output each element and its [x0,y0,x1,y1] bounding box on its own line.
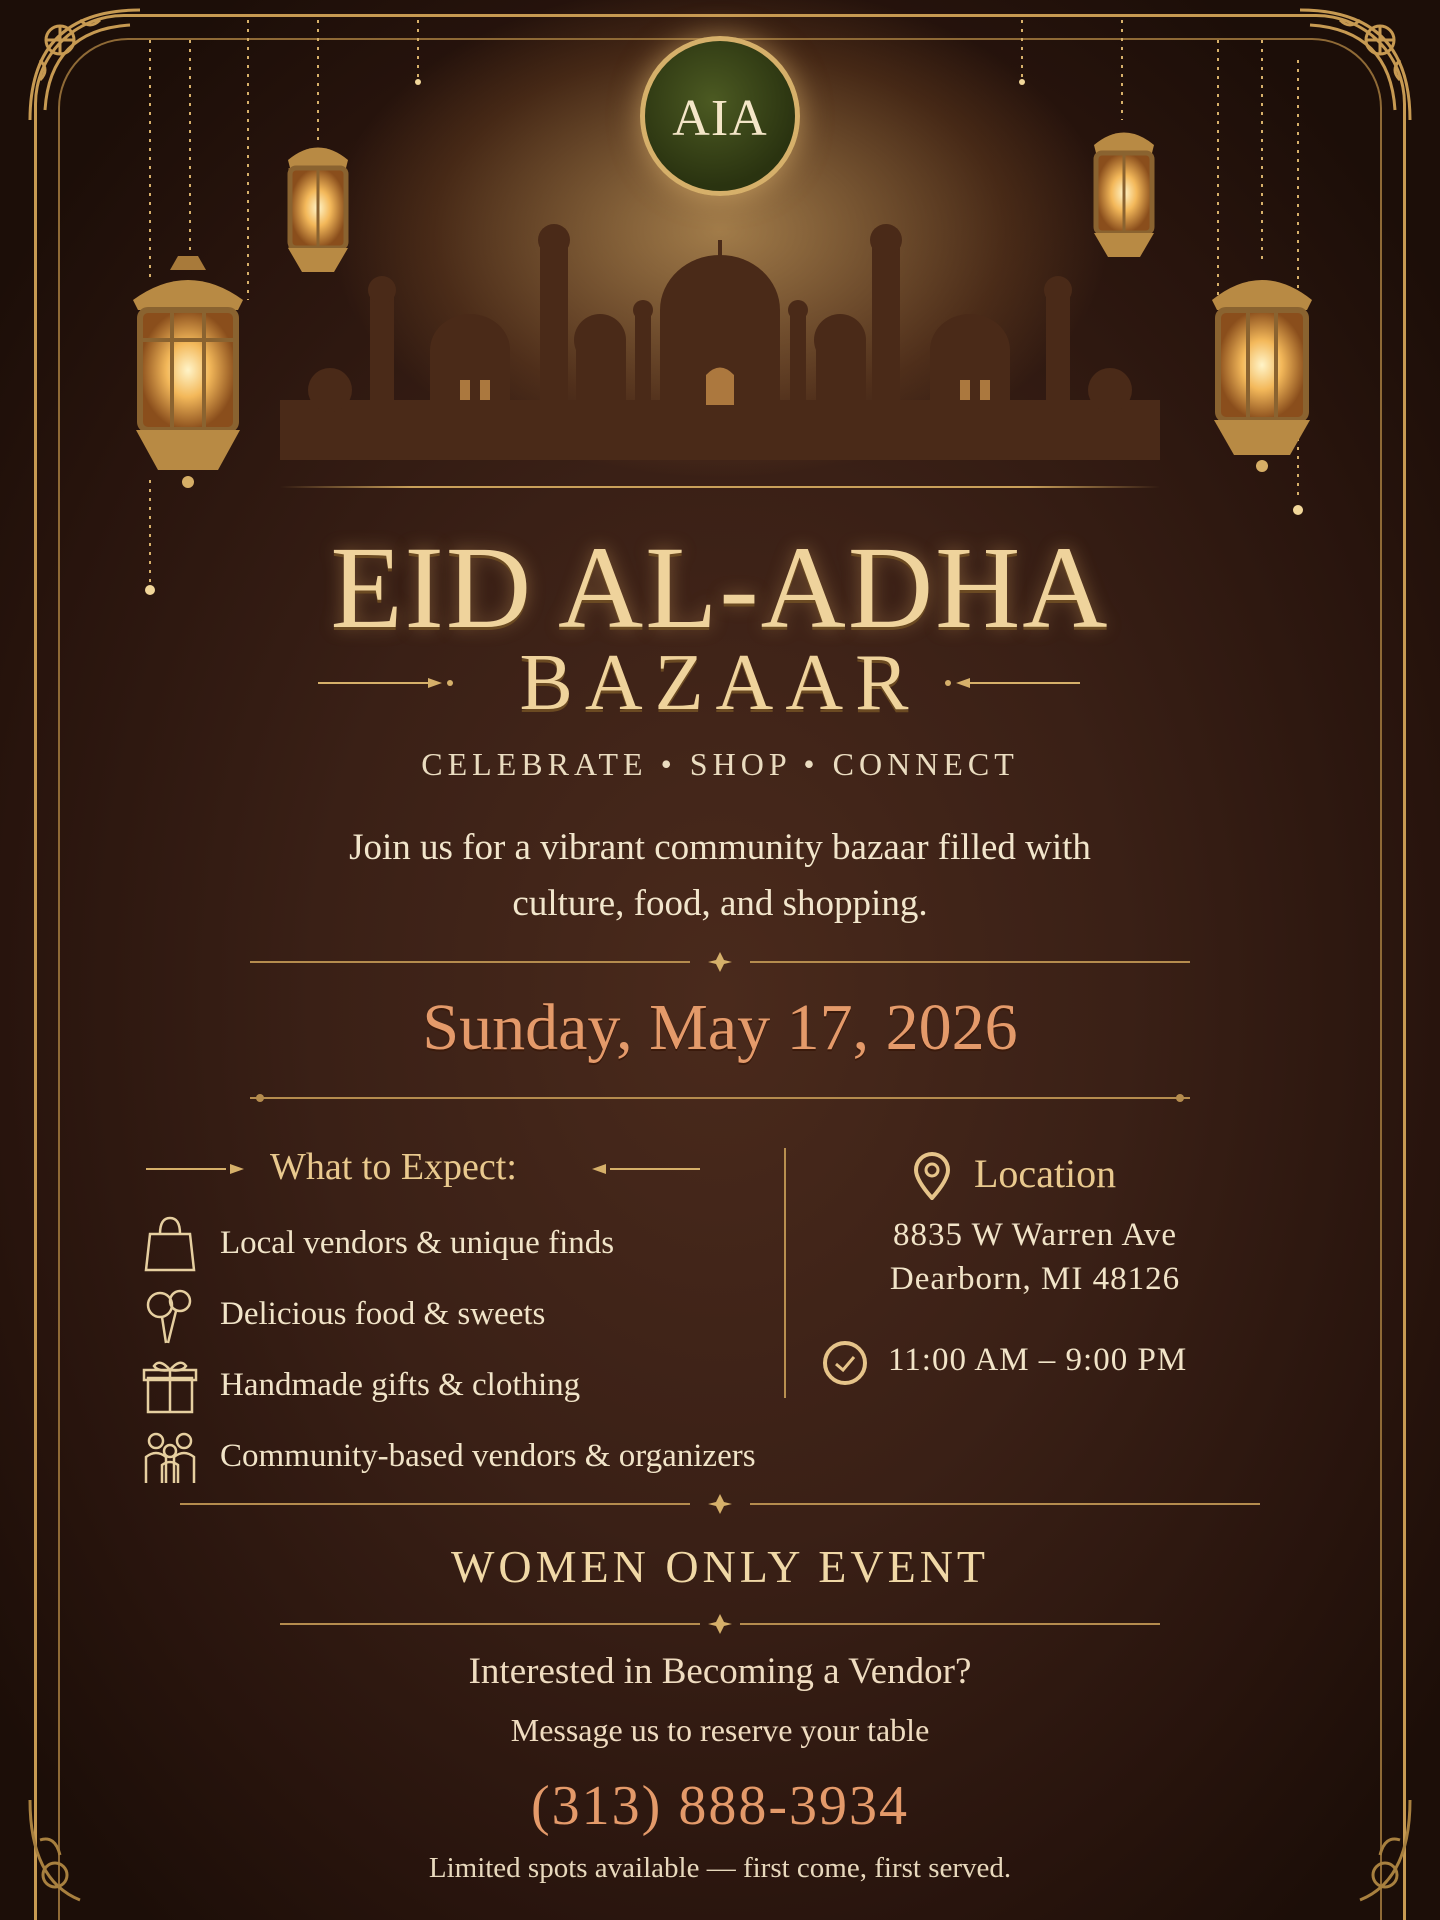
crescent-moon-icon [713,59,737,79]
aia-logo [640,36,800,196]
star-divider [180,1494,1260,1514]
location-heading-label: Location [974,1151,1117,1196]
phone-number[interactable]: (313) 888-3934 [531,1775,909,1837]
lantern-right-large [1212,280,1312,472]
vendor-question: Interested in Becoming a Vendor? [468,1651,972,1692]
vertical-divider [784,1148,786,1398]
community-people-icon [140,1427,200,1487]
list-item [140,1208,880,1279]
logo-text: AIA [672,90,768,147]
expect-item-label: Local vendors & unique finds [220,1225,615,1261]
event-title: EID AL-ADHA [330,522,1110,653]
mosque-skyline-icon [240,200,1200,460]
what-to-expect-heading: What to Expect: [270,1146,517,1188]
list-item [140,1350,880,1421]
intro-line-2: culture, food, and shopping. [512,883,928,924]
lollipop-sweets-icon [140,1285,200,1345]
shopping-bag-icon [140,1214,200,1274]
intro-text [0,820,1440,932]
expect-item-label: Community-based vendors & organizers [220,1438,756,1474]
star-divider [250,952,1190,972]
hours-label: 11:00 AM – 9:00 PM [888,1342,1188,1378]
location-pin-icon [910,1152,954,1200]
women-only-notice: WOMEN ONLY EVENT [450,1541,990,1592]
list-item [140,1421,880,1492]
arrow-ornament-icon [940,676,1080,690]
address [830,1213,1240,1301]
divider-line [280,486,1160,488]
gift-icon [140,1356,200,1416]
address-line-2: Dearborn, MI 48126 [889,1261,1181,1297]
expect-item-label: Delicious food & sweets [220,1296,546,1332]
arrow-ornament-icon [590,1162,700,1176]
lantern-left-large [133,256,243,488]
event-subtitle: BAZAAR [519,639,921,727]
event-date: Sunday, May 17, 2026 [422,991,1018,1064]
address-line-1: 8835 W Warren Ave [892,1217,1178,1253]
expect-item-label: Handmade gifts & clothing [220,1367,581,1403]
tagline: CELEBRATE • SHOP • CONNECT [421,746,1019,782]
star-divider [280,1614,1160,1634]
expect-list [140,1208,880,1492]
clock-icon [820,1338,870,1388]
intro-line-1: Join us for a vibrant community bazaar filled with [349,827,1091,868]
list-item [140,1279,880,1350]
divider-line [250,1088,1190,1108]
limited-spots-note: Limited spots available — first come, first served. [428,1852,1012,1884]
arrow-ornament-icon [146,1162,256,1176]
vendor-message: Message us to reserve your table [510,1712,930,1748]
